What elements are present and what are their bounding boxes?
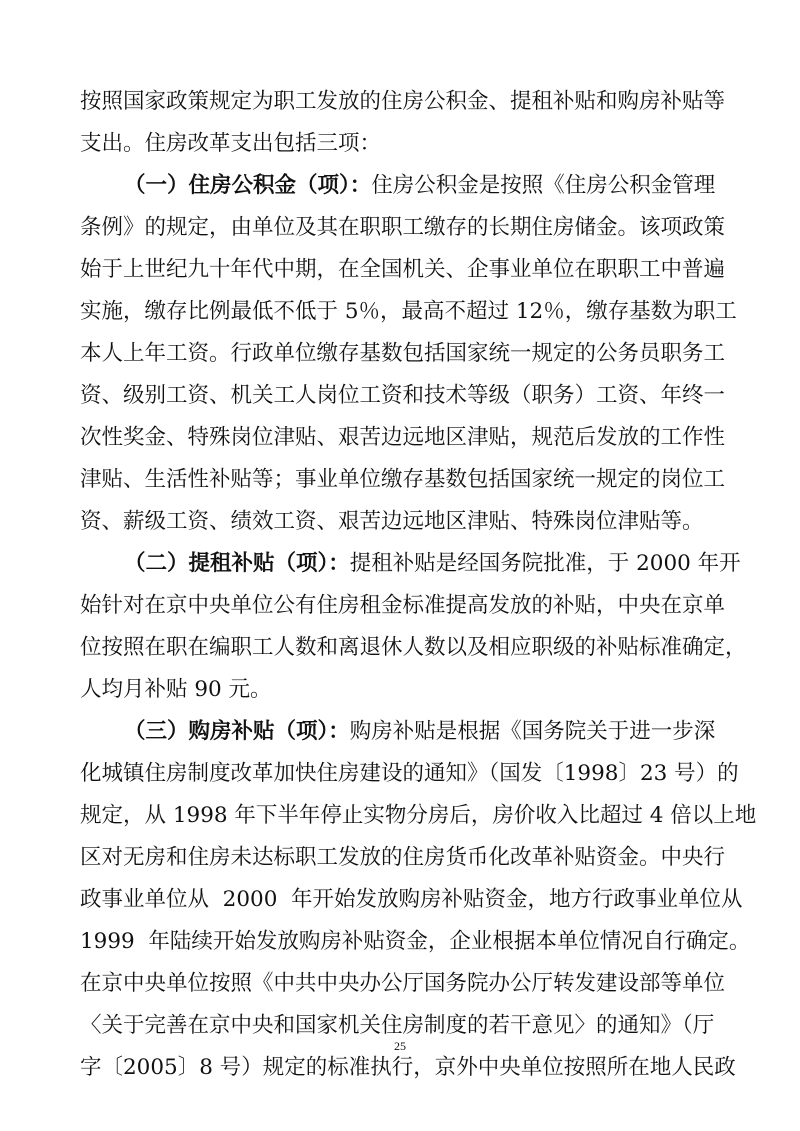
text-line <box>124 166 762 206</box>
line-text: 本人上年工资。行政单位缴存基数包括国家统一规定的公务员职务工 <box>80 341 726 366</box>
line-text: 条例》的规定，由单位及其在职职工缴存的长期住房储金。该项政策 <box>80 215 726 240</box>
line-text: 津贴、生活性补贴等；事业单位缴存基数包括国家统一规定的岗位工 <box>80 467 726 492</box>
text-line <box>124 544 762 584</box>
text-line <box>80 460 762 500</box>
text-line <box>80 1048 762 1088</box>
text-line <box>80 628 762 668</box>
text-line <box>124 712 762 752</box>
section-heading: （二）提租补贴（项）： <box>124 551 350 576</box>
line-text: 规定，从 1998 年下半年停止实物分房后，房价收入比超过 4 倍以上地 <box>80 803 757 828</box>
text-line <box>80 82 762 122</box>
line-text: 始于上世纪九十年代中期，在全国机关、企事业单位在职职工中普遍 <box>80 257 726 282</box>
line-text: 在京中央单位按照《中共中央办公厅国务院办公厅转发建设部等单位 <box>80 971 726 996</box>
line-text: 资、级别工资、机关工人岗位工资和技术等级（职务）工资、年终一 <box>80 383 726 408</box>
text-line <box>80 796 762 836</box>
line-text: 提租补贴是经国务院批准，于 2000 年开 <box>349 551 741 576</box>
line-text: 化城镇住房制度改革加快住房建设的通知》（国发〔1998〕23 号）的 <box>80 761 739 786</box>
text-line <box>80 124 762 164</box>
line-text: 位按照在职在编职工人数和离退休人数以及相应职级的补贴标准确定， <box>80 635 747 660</box>
line-text: 住房公积金是按照《住房公积金管理 <box>371 173 716 198</box>
text-line <box>80 376 762 416</box>
line-text: 次性奖金、特殊岗位津贴、艰苦边远地区津贴，规范后发放的工作性 <box>80 425 726 450</box>
line-text: 实施，缴存比例最低不低于 5％，最高不超过 12％，缴存基数为职工 <box>80 299 737 324</box>
section-heading: （一）住房公积金（项）： <box>124 173 372 198</box>
text-line <box>80 250 762 290</box>
text-line <box>80 292 762 332</box>
text-line <box>80 838 762 878</box>
text-line <box>80 334 762 374</box>
line-text: 区对无房和住房未达标职工发放的住房货币化改革补贴资金。中央行 <box>80 845 726 870</box>
text-line <box>80 880 762 920</box>
text-line <box>80 208 762 248</box>
line-text: 始针对在京中央单位公有住房租金标准提高发放的补贴，中央在京单 <box>80 593 726 618</box>
text-line <box>80 922 762 962</box>
line-text: 购房补贴是根据《国务院关于进一步深 <box>349 719 716 744</box>
line-text: 1999 年陆续开始发放购房补贴资金，企业根据本单位情况自行确定。 <box>80 929 751 954</box>
line-text: 按照国家政策规定为职工发放的住房公积金、提租补贴和购房补贴等 <box>80 89 726 114</box>
text-line <box>80 502 762 542</box>
line-text: 资、薪级工资、绩效工资、艰苦边远地区津贴、特殊岗位津贴等。 <box>80 509 704 534</box>
text-line <box>80 754 762 794</box>
page-number: 25 <box>394 1039 406 1053</box>
line-text: 政事业单位从 2000 年开始发放购房补贴资金，地方行政事业单位从 <box>80 887 743 912</box>
text-line <box>80 670 762 710</box>
text-line <box>80 418 762 458</box>
line-text: 人均月补贴 90 元。 <box>80 677 272 702</box>
text-line <box>80 586 762 626</box>
line-text: 〈关于完善在京中央和国家机关住房制度的若干意见〉的通知》（厅 <box>80 1013 715 1038</box>
section-heading: （三）购房补贴（项）： <box>124 719 350 744</box>
line-text: 支出。住房改革支出包括三项： <box>80 131 382 156</box>
text-line <box>80 964 762 1004</box>
line-text: 字〔2005〕8 号）规定的标准执行，京外中央单位按照所在地人民政 <box>80 1055 736 1080</box>
